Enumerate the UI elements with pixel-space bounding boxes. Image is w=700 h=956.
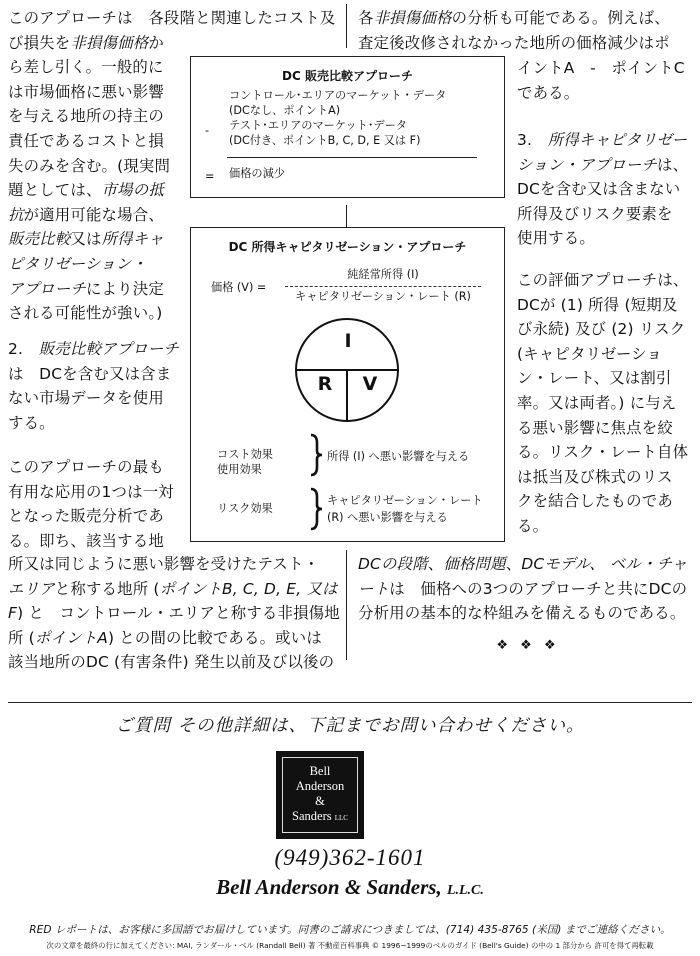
text-run: 、: [427, 555, 444, 573]
text-run: 又は: [70, 230, 102, 249]
text-run: により決定 される可能性が強い。): [8, 279, 164, 323]
text-run: 所又は同じように悪い影響を受けたテスト・: [8, 555, 320, 573]
footer-line-2: 次の文章を最終の行に加えてください: MAI, ランダール・ベル (Randall Bell) 著 不動産百科事典 © 1996~1999のベルのガイド (Bell's Guide) の中の 1 部分から 許可を得て再転載: [46, 941, 654, 950]
test-area-note: (DC付き、ポイントB, C, D, E 又は F): [229, 134, 421, 147]
right-paragraph-3: [517, 268, 697, 539]
right-paragraph-1: [358, 6, 698, 55]
text-run: ) と コントロール・エリアと称する非損傷地 所 (: [8, 604, 340, 647]
text-run: 販売比較: [8, 230, 71, 249]
text-run: 、: [505, 555, 522, 573]
text-run: 、 ベル・チャ ート: [358, 555, 688, 598]
formula-fraction-bar: [285, 286, 481, 287]
sales-comparison-box: [190, 56, 505, 198]
text-run: 所得キャ ピタリゼーション・ アプローチ: [8, 230, 164, 298]
text-run: 価格問題: [443, 555, 506, 573]
right-paragraph-4: [358, 552, 698, 626]
text-run: 非損傷価格: [373, 9, 452, 27]
income-capitalization-box: [190, 227, 505, 542]
logo-line-4: Sanders LLC: [292, 809, 348, 823]
text-run: DCの段階: [358, 555, 428, 573]
logo-line-3: &: [315, 794, 325, 808]
left-paragraph-2: [8, 337, 188, 435]
firm-name-main: Bell Anderson & Sanders,: [216, 875, 442, 899]
column-divider-middle: [346, 205, 347, 227]
firm-name: [0, 875, 700, 900]
equals-sign: =: [205, 170, 215, 183]
column-divider-bottom: [346, 550, 347, 660]
text-run: 販売比較アプローチ: [38, 340, 180, 358]
right-paragraph-1b: [517, 56, 697, 105]
contact-phone: (949)362-1601: [274, 845, 426, 870]
text-run: は、 DCを含む又は含まない 所得及びリスク要素を 使用する。: [517, 155, 689, 248]
income-brace-icon: [309, 433, 323, 477]
subtraction-rule: [227, 157, 477, 158]
text-run: ) との間の比較である。或いは 該当地所のDC (有害条件) 発生以前及び以後の: [8, 628, 335, 672]
circle-label-value: V: [362, 373, 378, 395]
text-run: 2.: [8, 340, 39, 358]
text-run: 3.: [517, 131, 548, 149]
income-capitalization-title: DC 所得キャピタリゼーション・アプローチ: [228, 240, 467, 254]
company-logo: [276, 751, 364, 839]
risk-effect-label: リスク効果: [217, 502, 273, 515]
text-run: か ら差し引く。一般的に は市場価格に悪い影響 を与える地所の持主の 責任であるコストと損 失のみを含む。(現実問 題としては、: [8, 33, 171, 200]
firm-name-suffix: L.L.C.: [446, 883, 484, 898]
left-paragraph-3: [8, 455, 188, 553]
left-paragraph-4: [8, 552, 348, 675]
text-run: 市場の抵 抗: [8, 181, 164, 224]
cap-rate-effect-label-1: キャピタリゼーション・レート: [327, 494, 483, 507]
contact-divider: [8, 702, 692, 703]
sales-comparison-title: DC 販売比較アプローチ: [282, 69, 413, 83]
risk-brace-icon: [309, 487, 323, 531]
logo-line-1: Bell: [309, 764, 331, 778]
control-area-label: コントロール･エリアのマーケット・データ: [229, 89, 447, 102]
right-paragraph-2: [517, 128, 697, 251]
minus-sign: -: [205, 124, 210, 137]
cap-rate-effect-label-2: (R) へ悪い影響を与える: [327, 511, 448, 524]
text-run: は DCを含む又は含ま ない市場データを使用 する。: [8, 364, 172, 432]
circle-label-income: I: [344, 330, 352, 352]
cost-effect-label: コスト効果: [217, 448, 273, 461]
text-run: 非損傷価格: [70, 33, 149, 52]
text-run: この評価アプローチは、 DCが (1) 所得 (短期及 び永続) 及び (2) リスク (キャピタリゼーショ ン・レート、又は割引 率。又は両者。) に与え る悪い影響に焦点を絞 る。リスク・レート自体 は抵当及び株式のリス クを結合したものであ る。: [517, 271, 689, 535]
text-run: の分析も可能である。例えば、 査定後改修されなかった地所の価格減少はポ: [358, 9, 670, 52]
text-run: ポイントB, C, D, E, 又は F: [8, 579, 338, 623]
column-divider-top: [346, 4, 347, 48]
contact-prompt: ご質問 その他詳細は、下記までお問い合わせください。: [115, 716, 585, 736]
price-decrease-label: 価格の減少: [229, 167, 285, 180]
text-run: イントA - ポイントC である。: [517, 59, 685, 102]
income-effect-label: 所得 (I) へ悪い影響を与える: [327, 450, 470, 463]
circle-label-rate: R: [317, 373, 333, 395]
text-run: が適用可能な場合、: [23, 205, 164, 224]
text-run: は 価格への3つのアプローチと共にDCの 分析用の基本的な枠組みを備えるものである。: [358, 579, 688, 623]
use-effect-label: 使用効果: [217, 463, 262, 476]
text-run: このアプローチの最も 有用な応用の1つは一対 となった販売分析であ る。即ち、該当する地: [8, 458, 174, 550]
text-run: 所得キャピタリゼー ション・アプローチ: [517, 131, 688, 174]
text-run: と称する地所 (: [54, 579, 160, 598]
text-run: 各: [358, 9, 374, 27]
text-run: エリア: [8, 579, 55, 598]
ornament-divider: ❖ ❖ ❖: [496, 638, 560, 653]
logo-llc: LLC: [334, 814, 348, 822]
formula-lhs: 価格 (V) =: [211, 281, 267, 294]
text-run: ポイントA: [34, 628, 108, 647]
control-area-note: (DCなし、ポイントA): [229, 104, 341, 117]
text-run: DCモデル: [521, 555, 590, 573]
test-area-label: テスト･エリアのマーケット･データ: [229, 119, 407, 132]
footer-line-1: RED レポートは、お客様に多国語でお届けしています。同書のご請求につきましては、(714) 435-8765 (米国) までご連絡ください。: [29, 924, 671, 936]
text-run: このアプローチは 各段階と関連したコスト及 び損失を: [8, 9, 336, 52]
logo-line-2: Anderson: [295, 779, 345, 793]
formula-denominator: キャピタリゼーション・レート (R): [295, 290, 471, 303]
formula-numerator: 純経常所得 (I): [347, 268, 419, 281]
